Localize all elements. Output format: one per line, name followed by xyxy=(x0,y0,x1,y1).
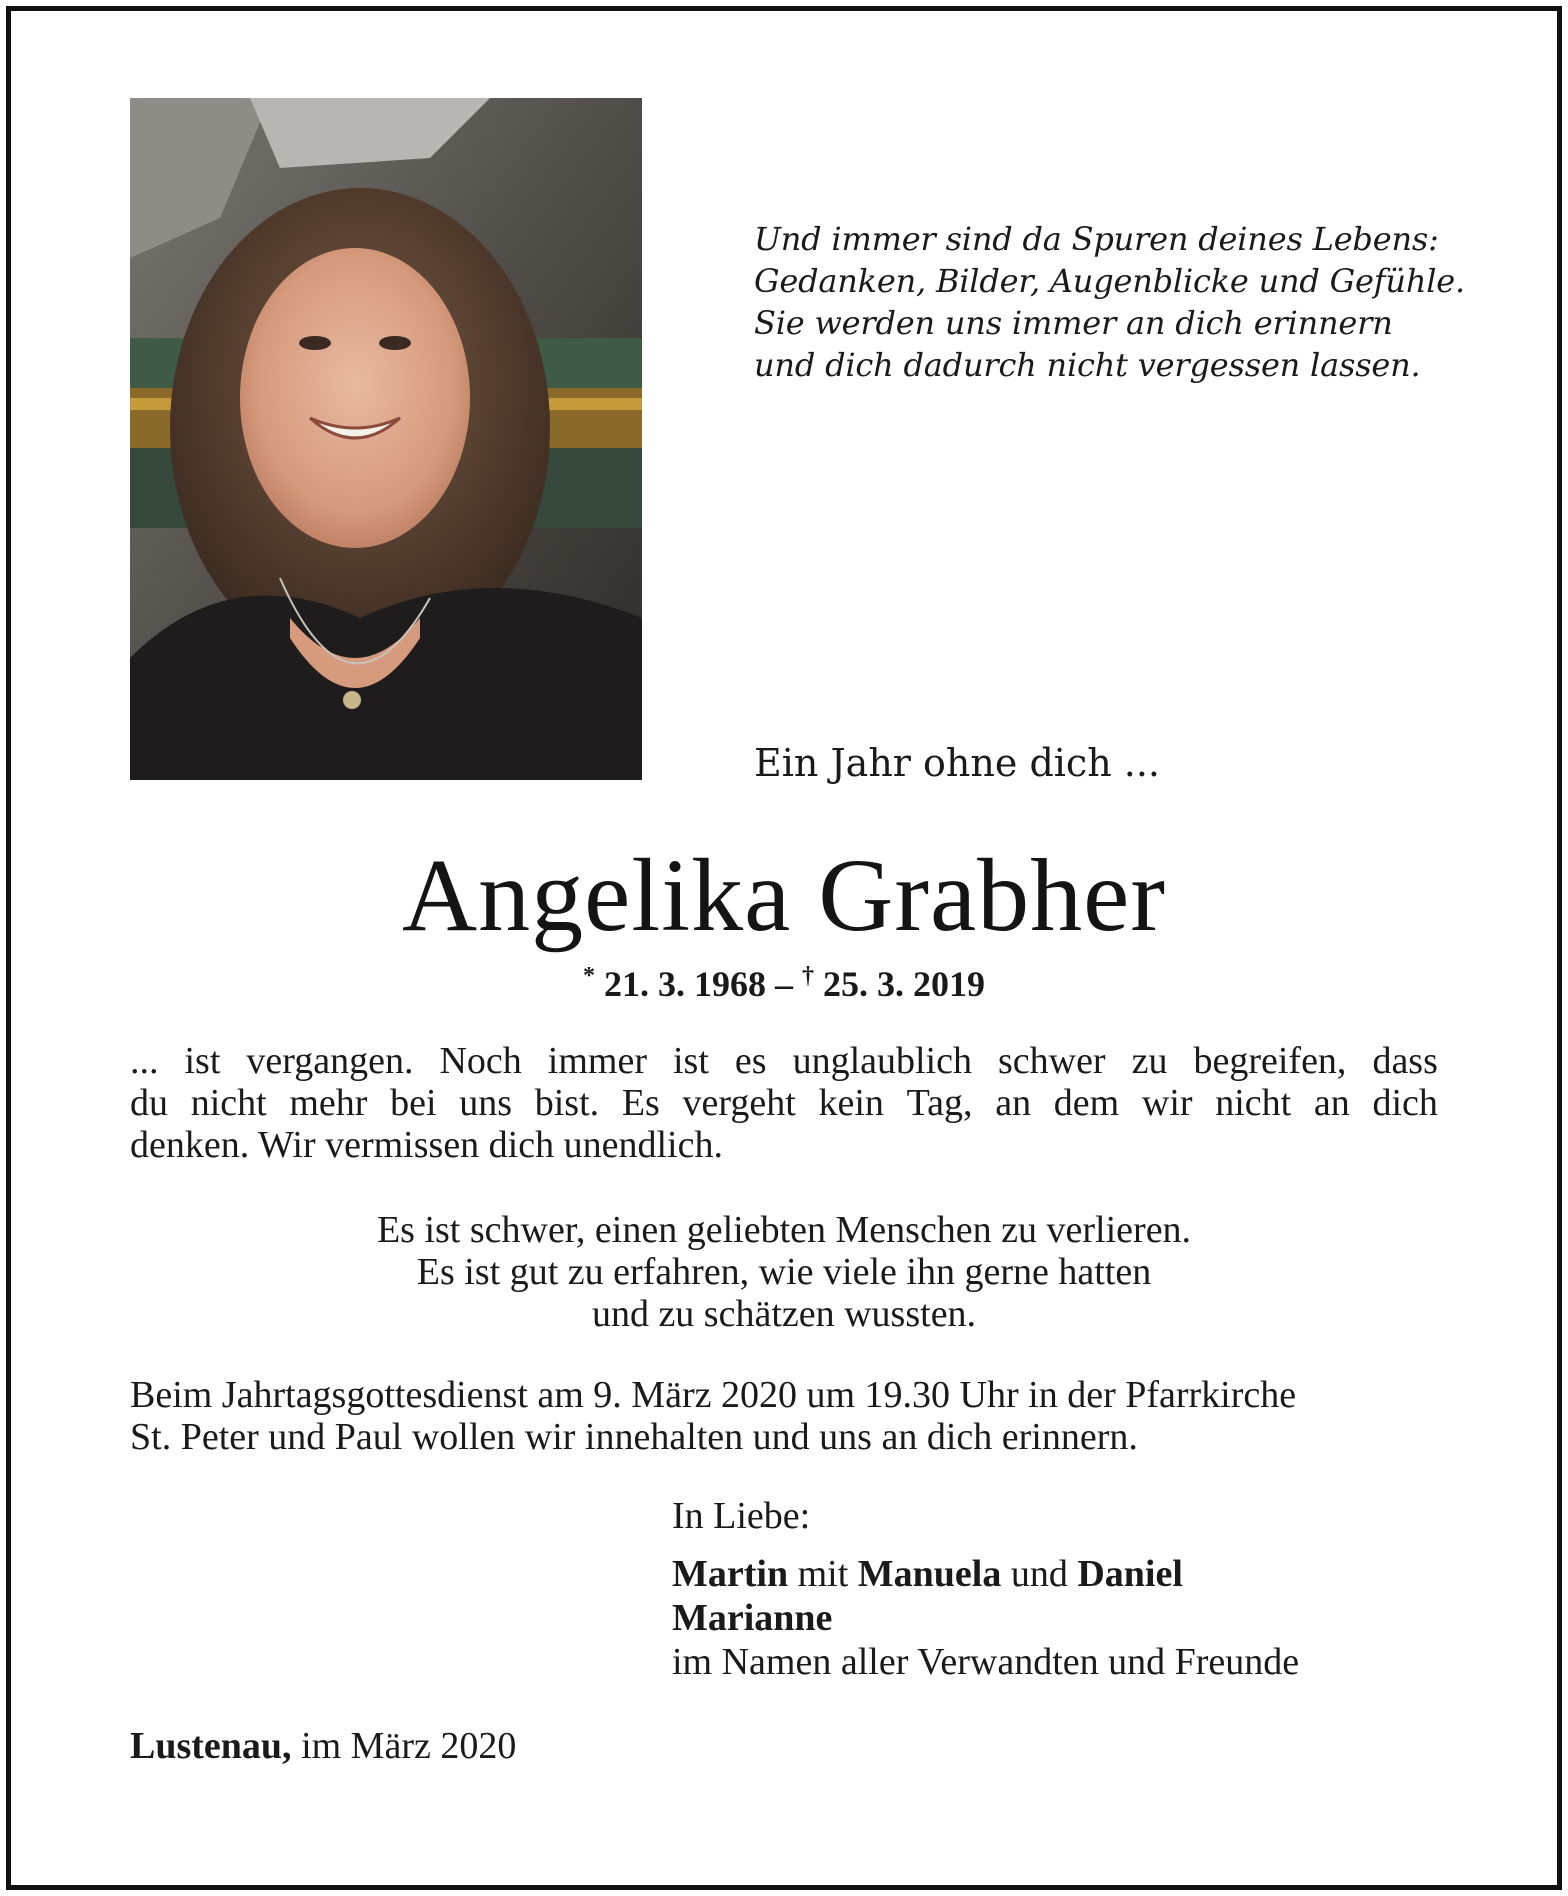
word: unglaublich xyxy=(792,1040,972,1082)
signer-name: Marianne xyxy=(672,1597,833,1639)
signature-block xyxy=(672,1494,1492,1684)
life-dates xyxy=(0,954,1568,1006)
word: an xyxy=(1313,1082,1350,1124)
word: immer xyxy=(547,1040,647,1082)
word: du xyxy=(130,1082,168,1124)
place-date xyxy=(130,1724,516,1768)
poem-line: und dich dadurch nicht vergessen lassen. xyxy=(754,346,1421,384)
word: dich xyxy=(1372,1082,1438,1124)
quote-line: Es ist schwer, einen geliebten Menschen zu verlieren. xyxy=(376,1209,1192,1251)
signer-connector: und xyxy=(1010,1553,1068,1595)
signature-names-line xyxy=(672,1552,1492,1596)
word: schwer xyxy=(997,1040,1106,1082)
word: nicht xyxy=(1215,1082,1292,1124)
word: Tag, xyxy=(906,1082,973,1124)
deceased-name: Angelika Grabher xyxy=(402,838,1166,953)
word: Es xyxy=(621,1082,660,1124)
birth-symbol: * xyxy=(583,963,595,989)
signer-name: Daniel xyxy=(1077,1553,1183,1595)
signature-heading: In Liebe: xyxy=(672,1495,811,1537)
word: vergeht xyxy=(682,1082,796,1124)
word: Noch xyxy=(439,1040,522,1082)
word: ist xyxy=(673,1040,709,1082)
word: wir xyxy=(1141,1082,1193,1124)
message-line xyxy=(130,1082,1438,1124)
poem-line: Gedanken, Bilder, Augenblicke und Gefühle. xyxy=(754,262,1465,300)
word: uns xyxy=(459,1082,513,1124)
quote-paragraph xyxy=(0,1209,1568,1335)
word: vergangen. xyxy=(246,1040,414,1082)
word: bist. xyxy=(534,1082,600,1124)
word: dass xyxy=(1372,1040,1438,1082)
service-paragraph xyxy=(130,1374,1438,1458)
intro-text: Ein Jahr ohne dich ... xyxy=(754,741,1160,785)
word: begreifen, xyxy=(1193,1040,1347,1082)
birth-date: 21. 3. 1968 xyxy=(604,964,766,1004)
quote-line: Es ist gut zu erfahren, wie viele ihn gerne hatten xyxy=(416,1251,1152,1293)
poem xyxy=(754,218,1514,386)
word: mehr xyxy=(289,1082,368,1124)
service-line: Beim Jahrtagsgottesdienst am 9. März 2020 um 19.30 Uhr in der Pfarrkirche xyxy=(130,1374,1297,1416)
word: an xyxy=(995,1082,1032,1124)
signer-connector: mit xyxy=(797,1553,849,1595)
death-symbol: † xyxy=(802,963,814,989)
service-line: St. Peter und Paul wollen wir innehalten und uns an dich erinnern. xyxy=(130,1416,1138,1458)
word: nicht xyxy=(190,1082,267,1124)
signer-name: Manuela xyxy=(857,1553,1002,1595)
portrait-image xyxy=(130,98,642,780)
death-date: 25. 3. 2019 xyxy=(823,964,985,1004)
word: ist xyxy=(184,1040,221,1082)
portrait-photo xyxy=(130,98,642,780)
signer-name: Martin xyxy=(672,1553,789,1595)
place-town: Lustenau, xyxy=(130,1725,292,1767)
word: ... xyxy=(130,1040,159,1082)
poem-line: Sie werden uns immer an dich erinnern xyxy=(754,304,1393,342)
date-separator: – xyxy=(775,964,793,1004)
message-paragraph xyxy=(130,1040,1438,1166)
message-line: denken. Wir vermissen dich unendlich. xyxy=(130,1124,723,1166)
word: bei xyxy=(390,1082,437,1124)
quote-line: und zu schätzen wussten. xyxy=(591,1293,977,1335)
word: dem xyxy=(1053,1082,1120,1124)
poem-line: Und immer sind da Spuren deines Lebens: xyxy=(754,220,1439,258)
word: kein xyxy=(818,1082,884,1124)
notice-date: im März 2020 xyxy=(301,1725,517,1767)
message-line xyxy=(130,1040,1438,1082)
signature-closing: im Namen aller Verwandten und Freunde xyxy=(672,1641,1300,1683)
word: zu xyxy=(1131,1040,1168,1082)
word: es xyxy=(734,1040,767,1082)
